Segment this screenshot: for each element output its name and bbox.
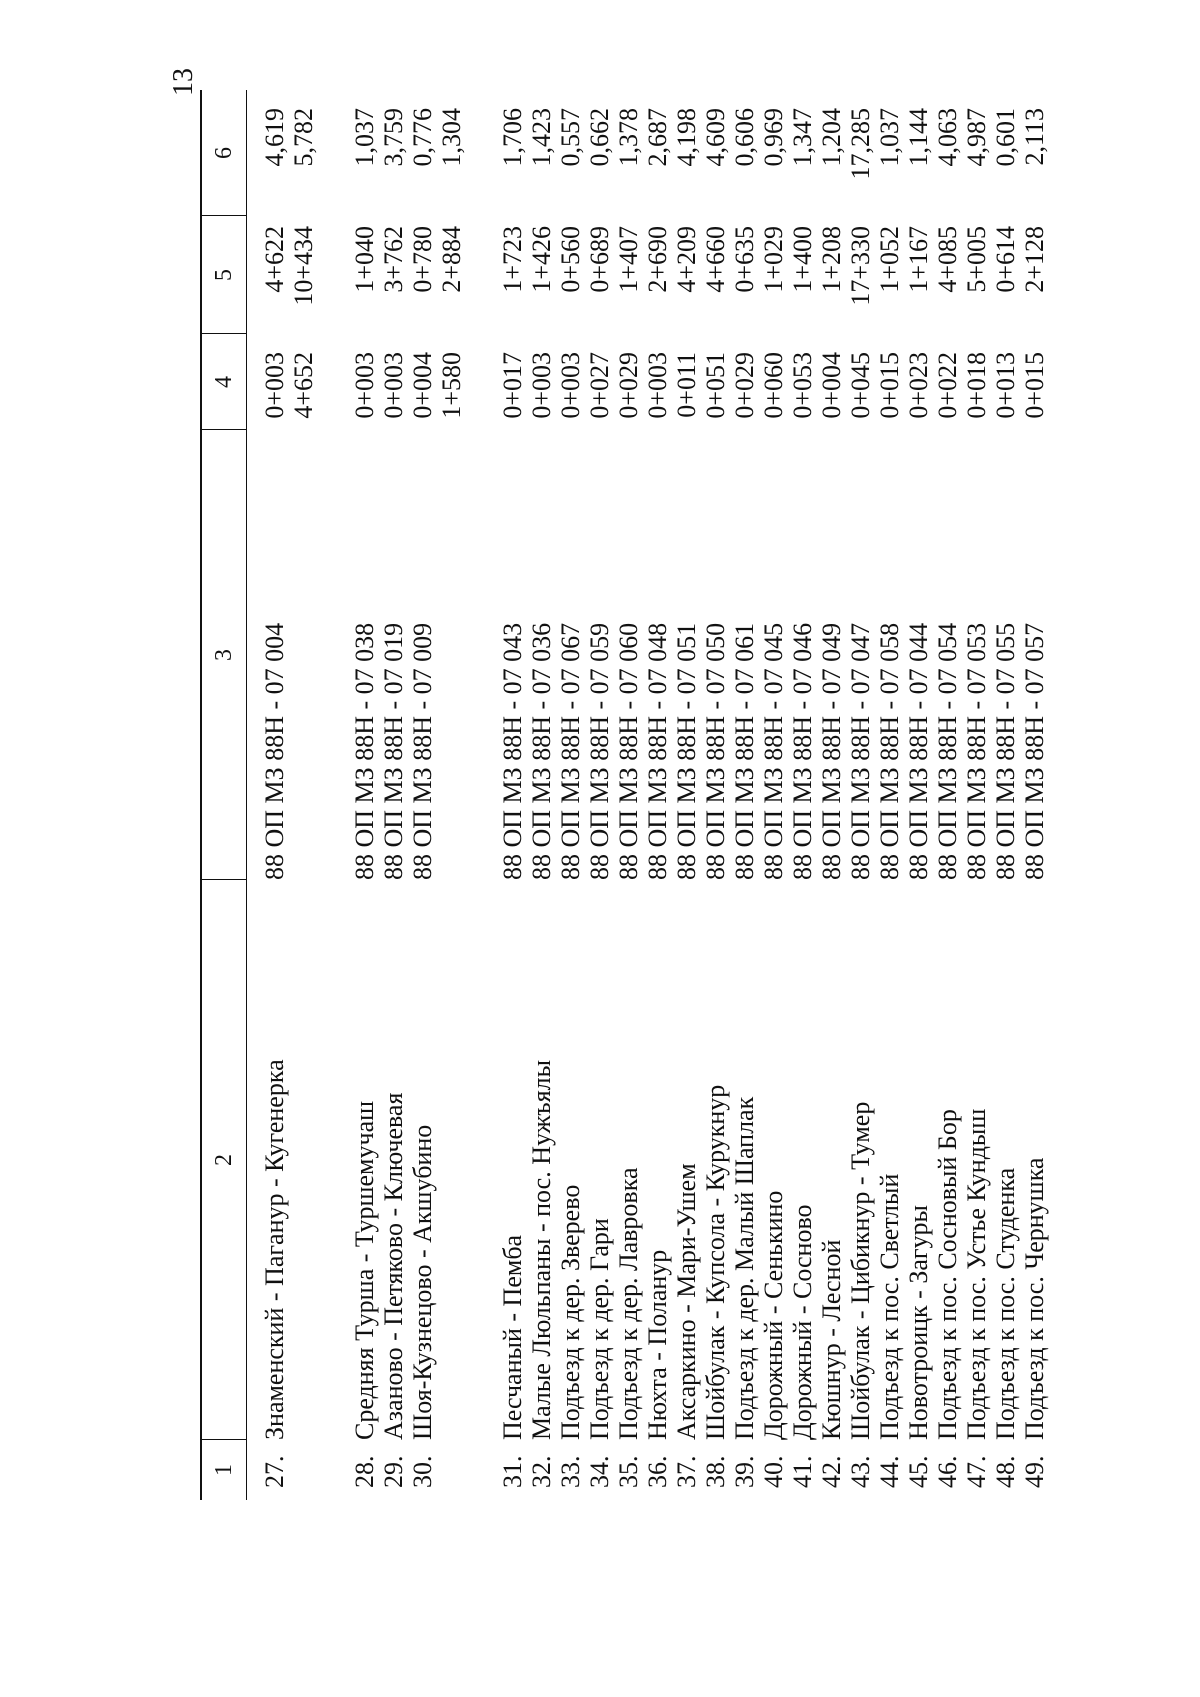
- start-km: 0+003: [527, 352, 556, 419]
- header-col-6: 6: [211, 147, 237, 159]
- length-km: 0,557: [556, 108, 585, 167]
- row-number: 33.: [556, 1455, 585, 1488]
- end-km: 4+085: [933, 226, 962, 293]
- road-id-code: 88 ОП МЗ 88Н - 07 057: [1020, 622, 1049, 880]
- length-km: 1,144: [904, 108, 933, 167]
- road-name: Шоя-Кузнецово - Акшубино: [408, 1124, 437, 1440]
- road-name: Подъезд к пос. Устье Кундыш: [962, 1108, 991, 1440]
- end-km: 5+005: [962, 226, 991, 293]
- start-km: 4+652: [289, 352, 318, 419]
- road-name: Средняя Турша - Туршемучаш: [350, 1100, 379, 1440]
- row-number: 34.: [585, 1455, 614, 1488]
- road-name: Подъезд к дер. Гари: [585, 1218, 614, 1440]
- row-number: 48.: [991, 1455, 1020, 1488]
- end-km: 4+622: [260, 226, 289, 293]
- road-id-code: 88 ОП МЗ 88Н - 07 053: [962, 622, 991, 880]
- length-km: 1,204: [817, 108, 846, 167]
- road-id-code: 88 ОП МЗ 88Н - 07 054: [933, 622, 962, 880]
- end-km: 0+780: [408, 226, 437, 293]
- end-km: 2+884: [437, 226, 466, 293]
- row-number: 43.: [846, 1455, 875, 1488]
- road-name: Кюшнур - Лесной: [817, 1239, 846, 1440]
- road-id-code: 88 ОП МЗ 88Н - 07 044: [904, 622, 933, 880]
- header-col-3: 3: [211, 649, 237, 661]
- length-km: 4,609: [701, 108, 730, 167]
- road-id-code: 88 ОП МЗ 88Н - 07 038: [350, 622, 379, 880]
- header-col-4: 4: [211, 376, 237, 388]
- start-km: 1+580: [437, 352, 466, 419]
- start-km: 0+060: [759, 352, 788, 419]
- start-km: 0+029: [614, 352, 643, 419]
- length-km: 5,782: [289, 108, 318, 167]
- end-km: 4+660: [701, 226, 730, 293]
- road-name: Песчаный - Пемба: [498, 1234, 527, 1440]
- end-km: 1+426: [527, 226, 556, 293]
- road-name: Подъезд к дер. Лавровка: [614, 1167, 643, 1440]
- row-number: 35.: [614, 1455, 643, 1488]
- row-number: 42.: [817, 1455, 846, 1488]
- page-number: 13: [168, 68, 199, 96]
- length-km: 2,687: [643, 108, 672, 167]
- row-number: 40.: [759, 1455, 788, 1488]
- start-km: 0+015: [875, 352, 904, 419]
- road-id-code: 88 ОП МЗ 88Н - 07 059: [585, 622, 614, 880]
- end-km: 1+407: [614, 226, 643, 293]
- road-id-code: 88 ОП МЗ 88Н - 07 004: [260, 622, 289, 880]
- road-name: Малые Люльпаны - пос. Нужъялы: [527, 1059, 556, 1440]
- road-id-code: 88 ОП МЗ 88Н - 07 045: [759, 622, 788, 880]
- row-number: 30.: [408, 1455, 437, 1488]
- road-name: Подъезд к пос. Чернушка: [1020, 1157, 1049, 1440]
- row-number: 31.: [498, 1455, 527, 1488]
- row-number: 38.: [701, 1455, 730, 1488]
- start-km: 0+018: [962, 352, 991, 419]
- end-km: 1+167: [904, 226, 933, 293]
- start-km: 0+051: [701, 352, 730, 419]
- road-id-code: 88 ОП МЗ 88Н - 07 047: [846, 622, 875, 880]
- row-number: 45.: [904, 1455, 933, 1488]
- end-km: 1+400: [788, 226, 817, 293]
- row-number: 37.: [672, 1455, 701, 1488]
- end-km: 10+434: [289, 226, 318, 306]
- road-id-code: 88 ОП МЗ 88Н - 07 050: [701, 622, 730, 880]
- road-id-code: 88 ОП МЗ 88Н - 07 009: [408, 622, 437, 880]
- length-km: 1,037: [350, 108, 379, 167]
- length-km: 4,198: [672, 108, 701, 167]
- length-km: 0,776: [408, 108, 437, 167]
- road-name: Подъезд к дер. Малый Шаплак: [730, 1096, 759, 1440]
- length-km: 1,037: [875, 108, 904, 167]
- end-km: 3+762: [379, 226, 408, 293]
- header-bottom-rule: [246, 90, 247, 1500]
- road-id-code: 88 ОП МЗ 88Н - 07 067: [556, 622, 585, 880]
- table-top-rule: [200, 90, 202, 1500]
- road-id-code: 88 ОП МЗ 88Н - 07 048: [643, 622, 672, 880]
- road-name: Аксаркино - Мари-Ушем: [672, 1163, 701, 1440]
- start-km: 0+045: [846, 352, 875, 419]
- start-km: 0+015: [1020, 352, 1049, 419]
- road-id-code: 88 ОП МЗ 88Н - 07 036: [527, 622, 556, 880]
- row-number: 28.: [350, 1455, 379, 1488]
- start-km: 0+004: [408, 352, 437, 419]
- length-km: 1,304: [437, 108, 466, 167]
- length-km: 0,606: [730, 108, 759, 167]
- road-id-code: 88 ОП МЗ 88Н - 07 061: [730, 622, 759, 880]
- length-km: 4,987: [962, 108, 991, 167]
- row-number: 36.: [643, 1455, 672, 1488]
- road-name: Подъезд к пос. Сосновый Бор: [933, 1109, 962, 1440]
- road-name: Знаменский - Паганур - Кугенерка: [260, 1059, 289, 1440]
- start-km: 0+003: [379, 352, 408, 419]
- start-km: 0+004: [817, 352, 846, 419]
- start-km: 0+053: [788, 352, 817, 419]
- road-name: Подъезд к пос. Светлый: [875, 1173, 904, 1440]
- row-number: 32.: [527, 1455, 556, 1488]
- end-km: 0+614: [991, 226, 1020, 293]
- row-number: 46.: [933, 1455, 962, 1488]
- end-km: 0+635: [730, 226, 759, 293]
- road-id-code: 88 ОП МЗ 88Н - 07 058: [875, 622, 904, 880]
- road-name: Подъезд к пос. Студенка: [991, 1167, 1020, 1440]
- length-km: 1,378: [614, 108, 643, 167]
- length-km: 3,759: [379, 108, 408, 167]
- end-km: 4+209: [672, 226, 701, 293]
- road-name: Шойбулак - Купсола - Курукнур: [701, 1084, 730, 1440]
- length-km: 0,662: [585, 108, 614, 167]
- length-km: 4,619: [260, 108, 289, 167]
- end-km: 1+029: [759, 226, 788, 293]
- road-id-code: 88 ОП МЗ 88Н - 07 019: [379, 622, 408, 880]
- end-km: 1+040: [350, 226, 379, 293]
- road-id-code: 88 ОП МЗ 88Н - 07 055: [991, 622, 1020, 880]
- road-name: Дорожный - Сосново: [788, 1204, 817, 1440]
- row-number: 41.: [788, 1455, 817, 1488]
- start-km: 0+017: [498, 352, 527, 419]
- length-km: 1,706: [498, 108, 527, 167]
- end-km: 0+560: [556, 226, 585, 293]
- row-number: 47.: [962, 1455, 991, 1488]
- road-name: Шойбулак - Цибикнур - Тумер: [846, 1101, 875, 1440]
- end-km: 1+723: [498, 226, 527, 293]
- road-name: Дорожный - Сенькино: [759, 1190, 788, 1440]
- end-km: 2+690: [643, 226, 672, 293]
- road-id-code: 88 ОП МЗ 88Н - 07 051: [672, 622, 701, 880]
- start-km: 0+023: [904, 352, 933, 419]
- header-col-1: 1: [211, 1464, 237, 1476]
- road-name: Новотроицк - Загуры: [904, 1204, 933, 1440]
- row-number: 44.: [875, 1455, 904, 1488]
- start-km: 0+013: [991, 352, 1020, 419]
- road-id-code: 88 ОП МЗ 88Н - 07 043: [498, 622, 527, 880]
- start-km: 0+011: [672, 352, 701, 418]
- road-register-table: [200, 90, 1049, 1500]
- start-km: 0+027: [585, 352, 614, 419]
- length-km: 2,113: [1020, 108, 1049, 166]
- end-km: 2+128: [1020, 226, 1049, 293]
- header-col-5: 5: [211, 269, 237, 281]
- header-col-2: 2: [211, 1154, 237, 1166]
- end-km: 0+689: [585, 226, 614, 293]
- row-number: 27.: [260, 1455, 289, 1488]
- start-km: 0+003: [556, 352, 585, 419]
- length-km: 0,601: [991, 108, 1020, 167]
- row-number: 29.: [379, 1455, 408, 1488]
- row-number: 39.: [730, 1455, 759, 1488]
- length-km: 17,285: [846, 108, 875, 180]
- road-name: Нюхта - Поланур: [643, 1249, 672, 1440]
- start-km: 0+003: [350, 352, 379, 419]
- start-km: 0+003: [643, 352, 672, 419]
- start-km: 0+003: [260, 352, 289, 419]
- end-km: 17+330: [846, 226, 875, 306]
- row-number: 49.: [1020, 1455, 1049, 1488]
- length-km: 0,969: [759, 108, 788, 167]
- end-km: 1+052: [875, 226, 904, 293]
- road-id-code: 88 ОП МЗ 88Н - 07 060: [614, 622, 643, 880]
- start-km: 0+029: [730, 352, 759, 419]
- length-km: 4,063: [933, 108, 962, 167]
- end-km: 1+208: [817, 226, 846, 293]
- road-name: Подъезд к дер. Зверево: [556, 1184, 585, 1440]
- road-name: Азаново - Петяково - Ключевая: [379, 1092, 408, 1440]
- road-id-code: 88 ОП МЗ 88Н - 07 049: [817, 622, 846, 880]
- road-id-code: 88 ОП МЗ 88Н - 07 046: [788, 622, 817, 880]
- length-km: 1,423: [527, 108, 556, 167]
- length-km: 1,347: [788, 108, 817, 167]
- start-km: 0+022: [933, 352, 962, 419]
